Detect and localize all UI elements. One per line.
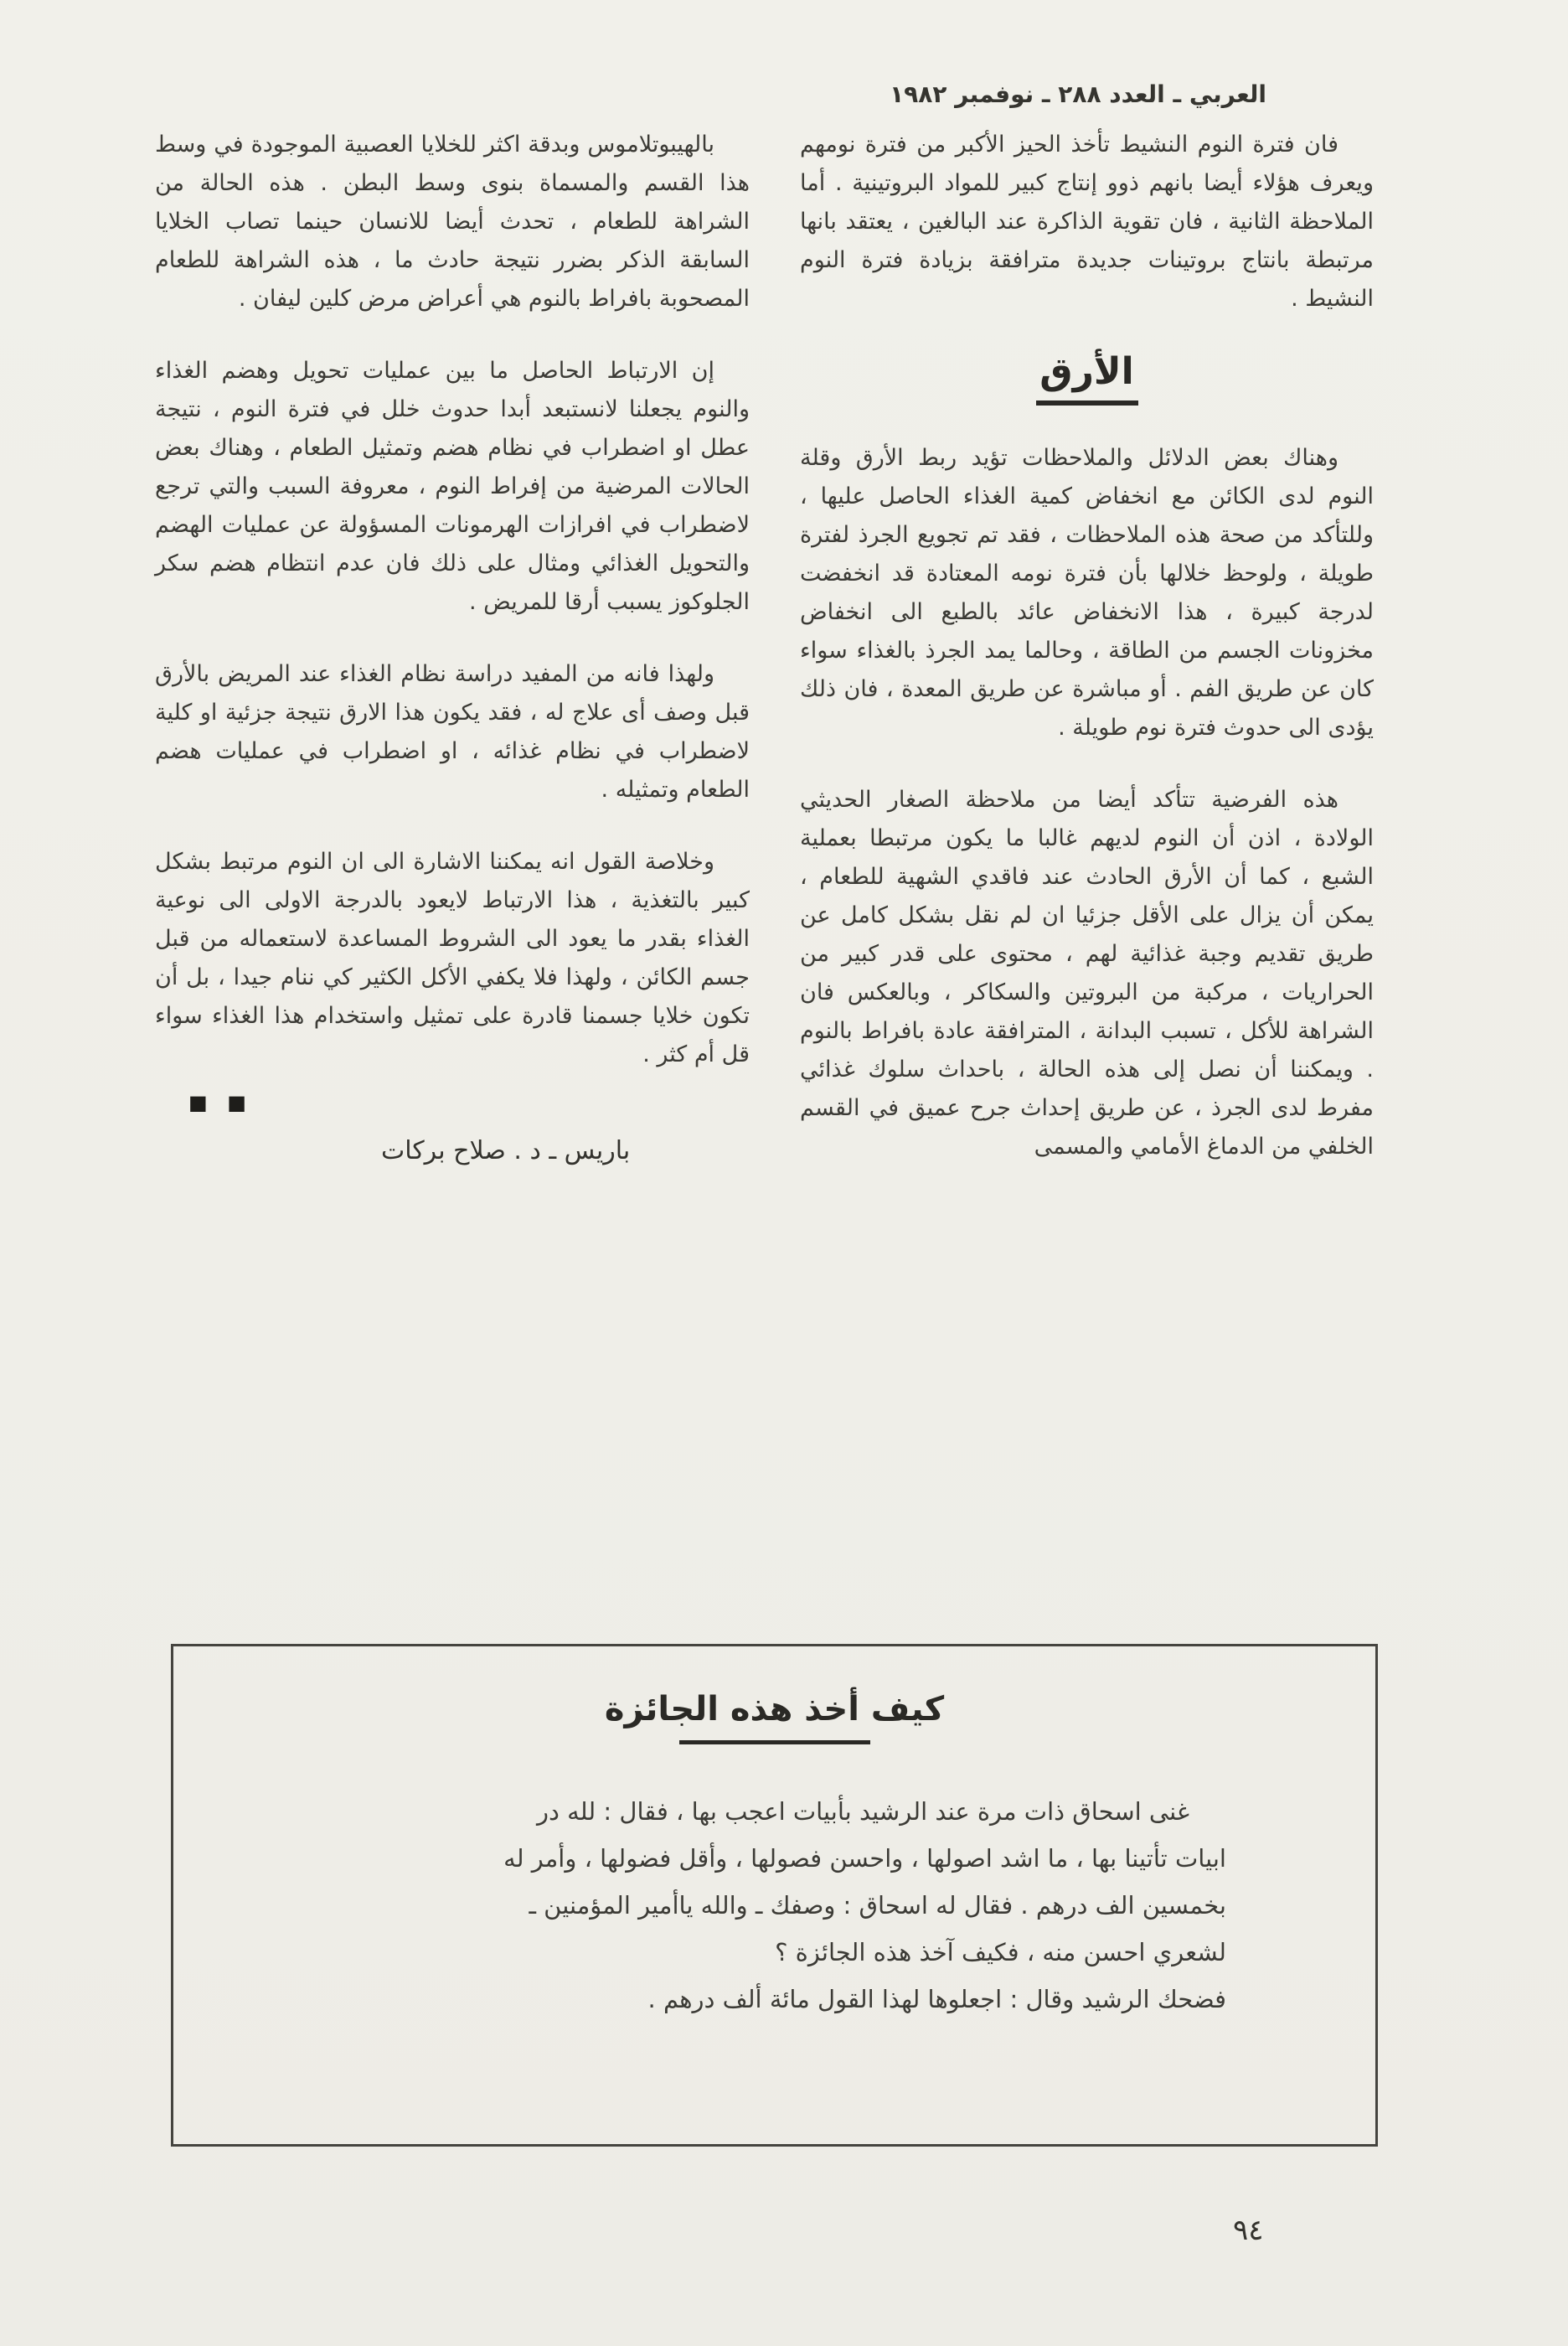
anecdote-line: بخمسين الف درهم . فقال له اسحاق : وصفك ـ والله ياأمير المؤمنين ـ (529, 1891, 1226, 1920)
byline: باريس ـ د . صلاح بركات (381, 1136, 631, 1165)
column-left (155, 126, 750, 1200)
masthead-issue-line: العربي ـ العدد ٢٨٨ ـ نوفمبر ١٩٨٢ (890, 80, 1266, 108)
paragraph: بالهيبوتلاموس وبدقة اكثر للخلايا العصبية الموجودة في وسط هذا القسم والمسماة بنوى وسط البطن . هذه الحالة من الشراهة للطعام ، تحدث أيضا للانسان حينما تصاب الخلايا السابقة الذكر بضرر نتيجة حادث ما ، هذه الشراهة للطعام المصحوبة بافراط بالنوم هي أعراض مرض كلين ليفان . (155, 132, 750, 312)
anecdote-box-text (316, 1788, 1226, 2023)
anecdote-line: فضحك الرشيد وقال : اجعلوها لهذا القول مائة ألف درهم . (647, 1985, 1226, 2013)
paragraph: إن الارتباط الحاصل ما بين عمليات تحويل وهضم الغذاء والنوم يجعلنا لانستبعد أبدا حدوث خلل في فترة النوم ، نتيجة عطل او اضطراب في نظام هضم وتمثيل الطعام ، وهناك بعض الحالات المرضية من إفراط النوم ، معروفة السبب والتي ترجع لاضطراب في افرازات الهرمونات المسؤولة عن عمليات الهضم والتحويل الغذائي ومثال على ذلك فان عدم انتظام هضم سكر الجلوكوز يسبب أرقا للمريض . (155, 358, 750, 615)
article-end-mark: ■ ■ (188, 1091, 253, 1114)
section-heading-text: الأرق (1039, 350, 1134, 393)
anecdote-line: غنى اسحاق ذات مرة عند الرشيد بأبيات اعجب بها ، فقال : لله در (537, 1797, 1189, 1826)
paragraph: وهناك بعض الدلائل والملاحظات تؤيد ربط الأرق وقلة النوم لدى الكائن مع انخفاض كمية الغذاء الحاصل عليها ، وللتأكد من صحة هذه الملاحظات ، فقد تم تجويع الجرذ لفترة طويلة ، ولوحظ خلالها بأن فترة نومه المعتادة قد انخفضت لدرجة كبيرة ، هذا الانخفاض عائد بالطبع الى انخفاض مخزونات الجسم من الطاقة ، وحالما يمد الجرذ بالغذاء سواء كان عن طريق الفم . أو مباشرة عن طريق المعدة ، فان ذلك يؤدى الى حدوث فترة نوم طويلة . (800, 445, 1374, 742)
paragraph-intro: فان فترة النوم النشيط تأخذ الحيز الأكبر من فترة نومهم ويعرف هؤلاء أيضا بانهم ذوو إنتاج كبير للمواد البروتينية . أما الملاحظة الثانية ، فان تقوية الذاكرة عند البالغين ، يعتقد بانها مرتبطة بانتاج بروتينات جديدة مترافقة بزيادة فترة النوم النشيط . (800, 132, 1374, 312)
anecdote-box-title: كيف أخذ هذه الجائزة (604, 1690, 945, 1728)
heading-underline-rule (1036, 400, 1138, 406)
paragraph: هذه الفرضية تتأكد أيضا من ملاحظة الصغار الحديثي الولادة ، اذن أن النوم لديهم غالبا ما يكون مرتبطا بعملية الشبع ، كما أن الأرق الحادث عند فاقدي الشهية للطعام ، يمكن أن يزال على الأقل جزئيا ان لم نقل بشكل كامل عن طريق تقديم وجبة غذائية لهم ، محتوى على قدر كبير من الحراريات ، مركبة من البروتين والسكاكر ، وبالعكس فان الشراهة للأكل ، تسبب البدانة ، المترافقة عادة بافراط بالنوم . ويمكننا أن نصل إلى هذه الحالة ، باحداث سلوك غذائي مفرط لدى الجرذ ، عن طريق إحداث جرح عميق في القسم الخلفي من الدماغ الأمامي والمسمى (800, 787, 1374, 1160)
anecdote-line: لشعري احسن منه ، فكيف آخذ هذه الجائزة ؟ (775, 1938, 1226, 1966)
anecdote-line: ابيات تأتينا بها ، ما اشد اصولها ، واحسن فصولها ، وأقل فضولها ، وأمر له (503, 1844, 1226, 1873)
column-right (800, 126, 1374, 1200)
paragraph: ولهذا فانه من المفيد دراسة نظام الغذاء عند المريض بالأرق قبل وصف أى علاج له ، فقد يكون هذا الارق نتيجة جزئية او كلية لاضطراب في نظام غذائه ، او اضطراب في عمليات هضم الطعام وتمثيله . (155, 661, 750, 803)
anecdote-box (171, 1644, 1378, 2147)
anecdote-title-underline-rule (679, 1740, 870, 1744)
article-columns (155, 126, 1374, 1200)
section-heading-insomnia (800, 352, 1374, 406)
paragraph: وخلاصة القول انه يمكننا الاشارة الى ان النوم مرتبط بشكل كبير بالتغذية ، هذا الارتباط لايعود بالدرجة الاولى الى نوعية الغذاء بقدر ما يعود الى الشروط المساعدة لاستعماله من قبل جسم الكائن ، ولهذا فلا يكفي الأكل الكثير كي ننام جيدا ، بل أن تكون خلايا جسمنا قادرة على تمثيل واستخدام هذا الغذاء سواء قل أم كثر . (155, 849, 750, 1067)
page-number: ٩٤ (1233, 2214, 1264, 2247)
